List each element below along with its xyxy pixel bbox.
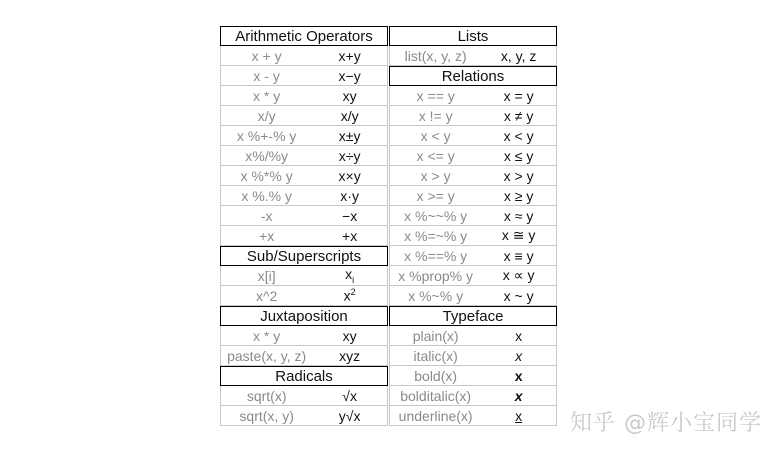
table-row — [389, 406, 557, 426]
table-row — [220, 186, 388, 206]
table-row — [220, 206, 388, 226]
base-text: x — [343, 287, 351, 304]
right-column — [389, 26, 557, 426]
output-cell: x = y — [503, 87, 534, 104]
left-column — [220, 26, 388, 426]
table-row — [220, 286, 388, 306]
table-row — [389, 146, 557, 166]
code-cell: x %~~% y — [404, 207, 468, 224]
code-cell: x[i] — [257, 267, 276, 284]
watermark: 知乎 @辉小宝同学 — [570, 411, 762, 436]
code-cell: underline(x) — [398, 407, 473, 424]
code-cell: sqrt(x, y) — [239, 407, 294, 424]
table-row — [389, 266, 557, 286]
section-header-typeface: Typeface — [389, 306, 557, 326]
output-cell: x ≅ y — [501, 227, 536, 243]
code-cell: sqrt(x) — [246, 387, 287, 404]
code-cell: x/y — [257, 107, 276, 124]
table-row — [389, 226, 557, 246]
code-cell: italic(x) — [413, 347, 458, 364]
output-cell: x ∝ y — [502, 267, 535, 283]
output-cell: −x — [342, 207, 358, 224]
table-row — [389, 106, 557, 126]
table-row — [220, 46, 388, 66]
code-cell: x != y — [418, 107, 453, 124]
output-cell: x — [514, 367, 523, 384]
table-row — [389, 286, 557, 306]
output-cell: x — [514, 387, 523, 404]
output-cell: xy — [342, 87, 357, 104]
output-cell: x ≤ y — [503, 147, 534, 164]
code-cell: plain(x) — [412, 327, 459, 344]
table-row — [389, 46, 557, 66]
output-cell: x < y — [503, 127, 534, 144]
table-row — [389, 386, 557, 406]
output-cell: xy — [342, 327, 357, 344]
output-cell: x ≠ y — [503, 107, 534, 124]
code-cell: x >= y — [416, 187, 455, 204]
output-cell: x/y — [340, 107, 359, 124]
section-header-lists: Lists — [389, 26, 557, 46]
code-cell: x %prop% y — [398, 267, 473, 284]
output-cell: x ≈ y — [503, 207, 534, 224]
code-cell: bolditalic(x) — [400, 387, 472, 404]
output-cell: x — [515, 327, 523, 344]
output-cell: x > y — [503, 167, 534, 184]
table-row — [389, 126, 557, 146]
output-cell: √x — [342, 387, 357, 404]
output-cell: x±y — [338, 127, 361, 144]
table-row — [220, 126, 388, 146]
section-header-arithmetic: Arithmetic Operators — [220, 26, 388, 46]
table-row — [389, 246, 557, 266]
code-cell: x %.% y — [241, 187, 292, 204]
code-cell: x + y — [251, 47, 282, 64]
code-cell: x < y — [420, 127, 451, 144]
table-row — [220, 386, 388, 406]
code-cell: x * y — [253, 327, 281, 344]
code-cell: list(x, y, z) — [404, 47, 467, 64]
table-row — [389, 186, 557, 206]
table-row — [220, 106, 388, 126]
code-cell: x - y — [253, 67, 280, 84]
table-row — [220, 266, 388, 286]
code-cell: +x — [259, 227, 275, 244]
code-cell: x > y — [420, 167, 451, 184]
output-cell: x·y — [340, 187, 359, 204]
table-row — [389, 166, 557, 186]
table-row — [220, 166, 388, 186]
code-cell: x^2 — [255, 287, 278, 304]
table-row — [389, 326, 557, 346]
output-cell — [312, 266, 387, 285]
superscript-text: 2 — [350, 287, 356, 298]
output-cell: x — [515, 407, 523, 424]
code-cell: x %+-% y — [236, 127, 297, 144]
table-row — [220, 326, 388, 346]
output-cell — [312, 287, 387, 304]
section-header-radicals: Radicals — [220, 366, 388, 386]
output-cell: x÷y — [338, 147, 361, 164]
code-cell: x %==% y — [404, 247, 468, 264]
output-cell: x+y — [338, 47, 361, 64]
code-cell: x <= y — [416, 147, 455, 164]
output-cell: x−y — [338, 67, 361, 84]
code-cell: bold(x) — [414, 367, 458, 384]
output-cell: x, y, z — [500, 47, 537, 64]
subscript-text: i — [352, 274, 355, 285]
section-header-relations: Relations — [389, 66, 557, 86]
output-cell: +x — [342, 227, 358, 244]
table-row — [220, 146, 388, 166]
base-text: x — [345, 266, 353, 283]
table-row — [389, 206, 557, 226]
code-cell: -x — [260, 207, 273, 224]
code-cell: x %*% y — [240, 167, 293, 184]
code-cell: x %~% y — [408, 287, 464, 304]
code-cell: x == y — [416, 87, 455, 104]
code-cell: x%/%y — [245, 147, 289, 164]
code-cell: x %=~% y — [404, 227, 468, 244]
table-row — [389, 86, 557, 106]
table-row — [389, 346, 557, 366]
table-row — [220, 86, 388, 106]
output-cell: x ≥ y — [503, 187, 534, 204]
output-cell: x ~ y — [503, 287, 534, 304]
table-row — [220, 66, 388, 86]
output-cell: x — [515, 347, 523, 364]
code-cell: paste(x, y, z) — [227, 347, 307, 364]
table-row — [220, 226, 388, 246]
output-cell: xyz — [339, 347, 361, 364]
table-row — [220, 346, 388, 366]
section-header-subsuperscripts: Sub/Superscripts — [220, 246, 388, 266]
section-header-juxtaposition: Juxtaposition — [220, 306, 388, 326]
output-cell: x ≡ y — [503, 247, 534, 264]
table-row — [220, 406, 388, 426]
code-cell: x * y — [253, 87, 281, 104]
table-row — [389, 366, 557, 386]
output-cell: y√x — [338, 407, 361, 424]
output-cell: x×y — [338, 167, 361, 184]
